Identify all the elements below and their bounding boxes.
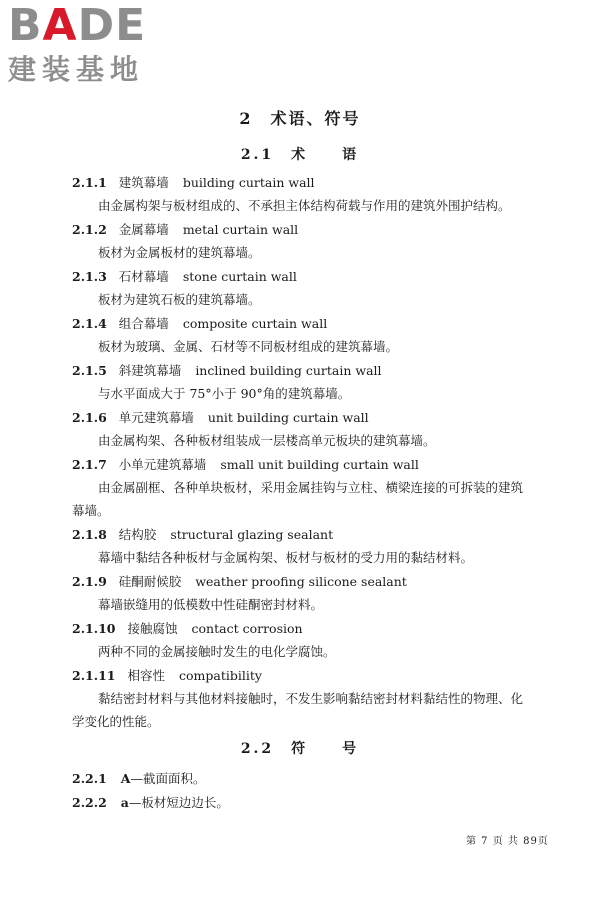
term-number: 2.1.10 bbox=[72, 621, 116, 636]
term-definition: 黏结密封材料与其他材料接触时，不发生影响黏结密封材料黏结性的物理、化 bbox=[98, 691, 524, 706]
term-english: unit building curtain wall bbox=[207, 410, 369, 425]
logo-letter-a: A bbox=[42, 0, 78, 51]
term-number: 2.1.9 bbox=[72, 574, 107, 589]
symbol-letter: a bbox=[120, 795, 129, 810]
term-english: composite curtain wall bbox=[182, 316, 328, 331]
term-english: contact corrosion bbox=[191, 621, 303, 636]
term-number: 2.1.4 bbox=[72, 316, 107, 331]
term-english: stone curtain wall bbox=[182, 269, 297, 284]
term-english: compatibility bbox=[179, 668, 262, 683]
term-english: inclined building curtain wall bbox=[195, 363, 382, 378]
term-entry bbox=[72, 172, 560, 217]
logo-letter-b: B bbox=[8, 0, 43, 51]
logo-letters-de: DE bbox=[77, 0, 147, 51]
term-definition: 与水平面成大于 75°小于 90°角的建筑幕墙。 bbox=[98, 386, 351, 401]
term-chinese: 斜建筑幕墙 bbox=[118, 363, 182, 378]
term-definition: 板材为金属板材的建筑幕墙。 bbox=[98, 245, 261, 260]
section-title-terms: 2.1 术 语 bbox=[240, 147, 360, 163]
symbol-letter: A bbox=[120, 771, 131, 786]
symbol-description: —板材短边边长。 bbox=[128, 795, 229, 810]
term-definition-continued: 幕墙。 bbox=[72, 503, 110, 518]
term-number: 2.1.11 bbox=[72, 668, 116, 683]
term-number: 2.1.8 bbox=[72, 527, 107, 542]
symbol-description: —截面面积。 bbox=[130, 771, 206, 786]
term-definition: 由金属构架与板材组成的、不承担主体结构荷载与作用的建筑外围护结构。 bbox=[98, 198, 511, 213]
term-entry bbox=[72, 313, 560, 358]
symbol-entry bbox=[72, 768, 206, 790]
term-number: 2.1.7 bbox=[72, 457, 107, 472]
term-chinese: 结构胶 bbox=[118, 527, 157, 542]
term-chinese: 相容性 bbox=[127, 668, 166, 683]
page-number: 第 7 页 共 89页 bbox=[466, 836, 549, 847]
term-entry bbox=[72, 571, 560, 616]
symbol-number: 2.2.1 bbox=[72, 771, 107, 786]
term-definition: 两种不同的金属接触时发生的电化学腐蚀。 bbox=[98, 644, 336, 659]
chapter-title: 2 术语、符号 bbox=[239, 109, 361, 128]
term-english: building curtain wall bbox=[182, 175, 315, 190]
term-chinese: 建筑幕墙 bbox=[118, 175, 169, 190]
term-chinese: 组合幕墙 bbox=[118, 316, 169, 331]
term-english: weather proofing silicone sealant bbox=[195, 574, 407, 589]
term-english: small unit building curtain wall bbox=[220, 457, 419, 472]
term-entry bbox=[72, 266, 560, 311]
term-entry bbox=[72, 360, 560, 405]
section-title-symbols: 2.2 符 号 bbox=[240, 741, 360, 757]
term-number: 2.1.6 bbox=[72, 410, 107, 425]
term-number: 2.1.1 bbox=[72, 175, 107, 190]
term-number: 2.1.5 bbox=[72, 363, 107, 378]
term-english: metal curtain wall bbox=[182, 222, 299, 237]
term-entry bbox=[72, 219, 560, 264]
term-chinese: 硅酮耐候胶 bbox=[118, 574, 182, 589]
term-definition: 板材为建筑石板的建筑幕墙。 bbox=[98, 292, 261, 307]
term-entry bbox=[72, 454, 560, 522]
term-chinese: 石材幕墙 bbox=[118, 269, 169, 284]
term-definition: 幕墙中黏结各种板材与金属构架、板材与板材的受力用的黏结材料。 bbox=[98, 550, 474, 565]
term-definition: 由金属副框、各种单块板材，采用金属挂钩与立柱、横梁连接的可拆装的建筑 bbox=[98, 480, 524, 495]
term-chinese: 小单元建筑幕墙 bbox=[118, 457, 207, 472]
term-english: structural glazing sealant bbox=[170, 527, 334, 542]
term-definition: 板材为玻璃、金属、石材等不同板材组成的建筑幕墙。 bbox=[98, 339, 399, 354]
logo-wordmark bbox=[8, 0, 178, 51]
term-entry bbox=[72, 407, 560, 452]
symbol-entry bbox=[72, 792, 229, 814]
symbol-number: 2.2.2 bbox=[72, 795, 107, 810]
term-entry bbox=[72, 665, 560, 733]
term-definition-continued: 学变化的性能。 bbox=[72, 714, 160, 729]
term-definition: 由金属构架、各种板材组装成一层楼高单元板块的建筑幕墙。 bbox=[98, 433, 436, 448]
term-entry bbox=[72, 618, 560, 663]
bade-logo bbox=[8, 0, 178, 88]
term-entry bbox=[72, 524, 560, 569]
term-chinese: 接触腐蚀 bbox=[127, 621, 178, 636]
term-number: 2.1.2 bbox=[72, 222, 107, 237]
term-chinese: 金属幕墙 bbox=[118, 222, 169, 237]
logo-subtitle: 建装基地 bbox=[8, 53, 145, 86]
term-chinese: 单元建筑幕墙 bbox=[118, 410, 194, 425]
term-number: 2.1.3 bbox=[72, 269, 107, 284]
term-definition: 幕墙嵌缝用的低模数中性硅酮密封材料。 bbox=[98, 597, 324, 612]
